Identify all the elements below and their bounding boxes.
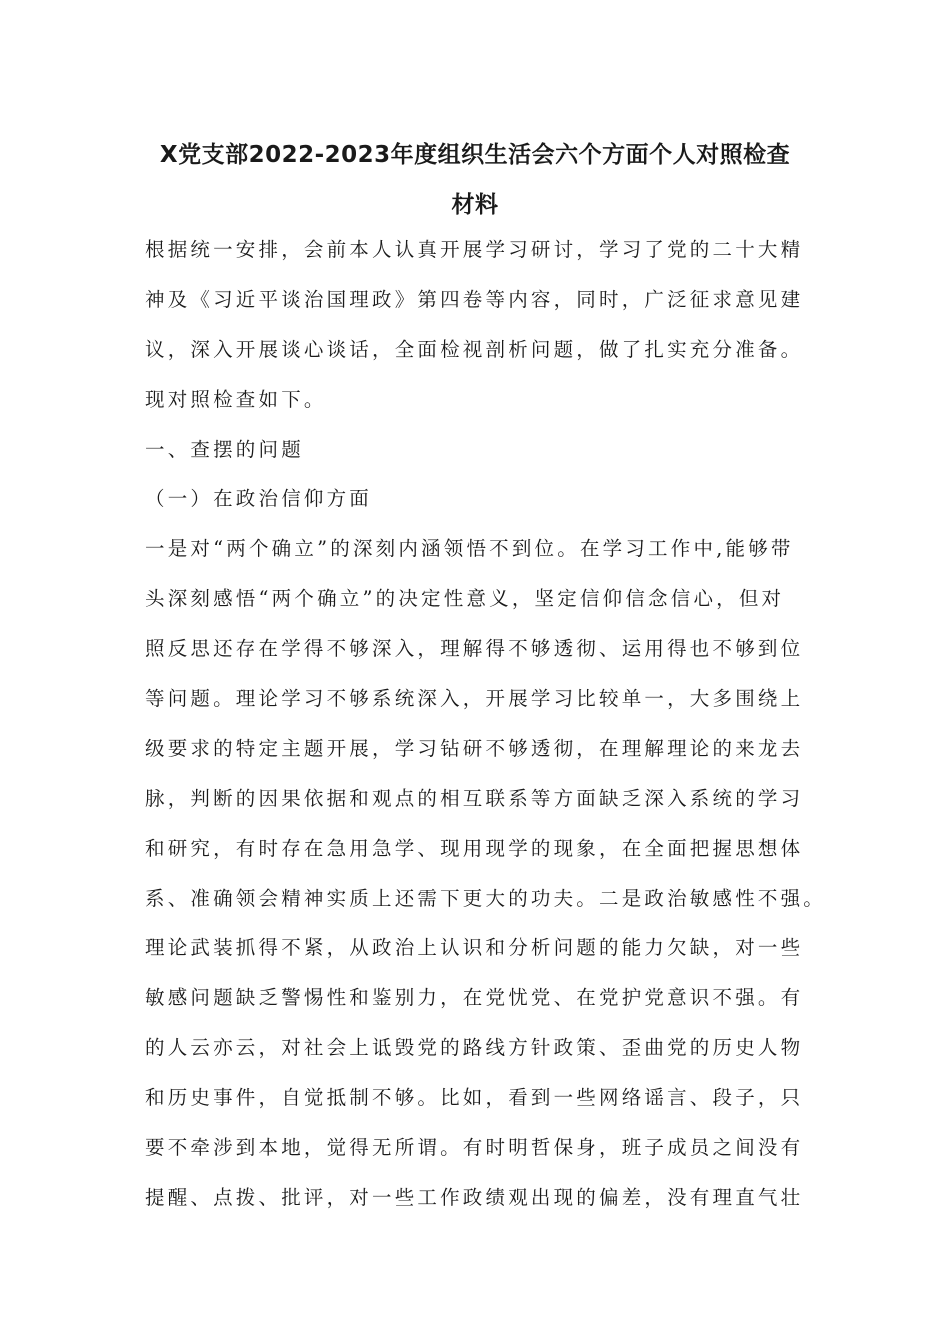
- body-line: 要不牵涉到本地，觉得无所谓。有时明哲保身，班子成员之间没有: [145, 1136, 804, 1160]
- body-line: 议，深入开展谈心谈话，全面检视剖析问题，做了扎实充分准备。: [145, 337, 804, 361]
- subsection-heading: （一）在政治信仰方面: [145, 487, 373, 511]
- body-line: 提醒、点拨、批评，对一些工作政绩观出现的偏差，没有理直气壮: [145, 1185, 804, 1209]
- body-line: 照反思还存在学得不够深入，理解得不够透彻、运用得也不够到位: [145, 637, 804, 661]
- body-line: 级要求的特定主题开展，学习钻研不够透彻，在理解理论的来龙去: [145, 736, 804, 760]
- body-line: 的人云亦云，对社会上诋毁党的路线方针政策、歪曲党的历史人物: [145, 1036, 804, 1060]
- body-line: 一是对“两个确立”的深刻内涵领悟不到位。在学习工作中,能够带: [145, 537, 794, 561]
- body-line: 理论武装抓得不紧，从政治上认识和分析问题的能力欠缺，对一些: [145, 936, 804, 960]
- body-line: 敏感问题缺乏警惕性和鉴别力，在党忧党、在党护党意识不强。有: [145, 986, 804, 1010]
- document-body: [145, 235, 835, 1233]
- body-line: 根据统一安排，会前本人认真开展学习研讨，学习了党的二十大精: [145, 238, 804, 261]
- body-line: 和历史事件，自觉抵制不够。比如，看到一些网络谣言、段子，只: [145, 1086, 804, 1110]
- body-line: 神及《习近平谈治国理政》第四卷等内容，同时，广泛征求意见建: [145, 287, 804, 311]
- document-title-line-2: 材料: [451, 192, 499, 218]
- body-line: 头深刻感悟“两个确立”的决定性意义，坚定信仰信念信心，但对: [145, 587, 785, 611]
- body-line: 和研究，有时存在急用急学、现用现学的现象，在全面把握思想体: [145, 836, 804, 860]
- body-line: 现对照检查如下。: [145, 387, 327, 411]
- section-heading: 一、查摆的问题: [145, 437, 304, 461]
- body-line: 等问题。理论学习不够系统深入，开展学习比较单一，大多围绕上: [145, 687, 804, 711]
- document-title-line-1: X党支部2022-2023年度组织生活会六个方面个人对照检查: [159, 142, 791, 168]
- body-line: 系、准确领会精神实质上还需下更大的功夫。二是政治敏感性不强。: [145, 886, 827, 910]
- body-line: 脉，判断的因果依据和观点的相互联系等方面缺乏深入系统的学习: [145, 786, 804, 810]
